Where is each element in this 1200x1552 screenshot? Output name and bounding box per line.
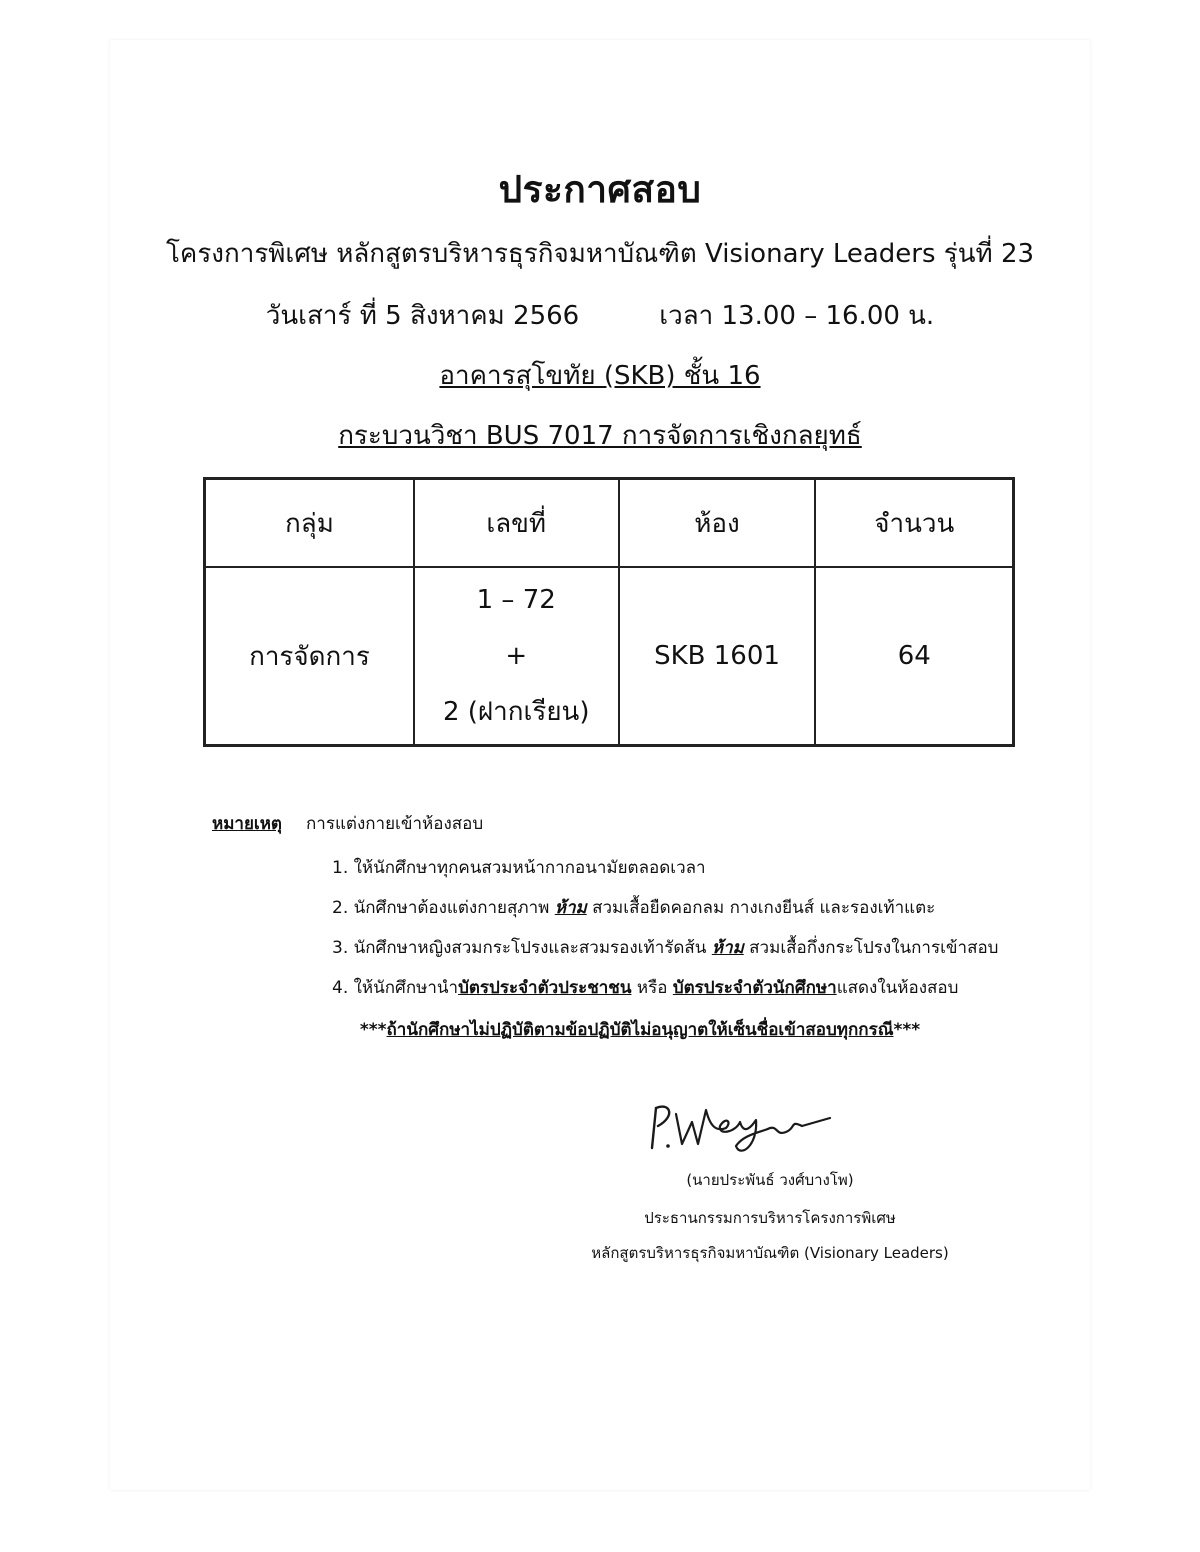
numbers-extra: 2 (ฝากเรียน)	[442, 697, 590, 727]
warning-suffix: ***	[893, 1020, 921, 1040]
notes-heading-line	[212, 810, 483, 837]
rule-3-forbid: ห้าม	[711, 938, 744, 958]
exam-date-line	[0, 295, 1200, 336]
page-title: ประกาศสอบ	[498, 168, 702, 211]
cell-numbers	[414, 567, 619, 746]
rule-4-id-card: บัตรประจำตัวประชาชน	[458, 978, 632, 998]
rules-list	[332, 848, 998, 1008]
warning-prefix: ***	[359, 1020, 387, 1040]
numbers-plus: +	[505, 641, 528, 671]
notes-heading: หมายเหตุ	[212, 814, 282, 834]
rule-item-4	[332, 968, 998, 1008]
rule-2-rest: สวมเสื้อยืดคอกลม กางเกงยีนส์ และรองเท้าแตะ	[586, 898, 936, 918]
exam-time: เวลา 13.00 – 16.00 น.	[659, 301, 935, 331]
rule-item-1: 1. ให้นักศึกษาทุกคนสวมหน้ากากอนามัยตลอดเวลา	[332, 858, 706, 878]
rule-4-student-card: บัตรประจำตัวนักศึกษา	[672, 978, 837, 998]
notes-intro: การแต่งกายเข้าห้องสอบ	[305, 814, 484, 834]
rule-4-rest: แสดงในห้องสอบ	[836, 978, 959, 998]
warning-text: ถ้านักศึกษาไม่ปฏิบัติตามข้อปฏิบัติไม่อนุญาตให้เซ็นชื่อเข้าสอบทุกกรณี	[386, 1020, 894, 1040]
program-subtitle: โครงการพิเศษ หลักสูตรบริหารธุรกิจมหาบัณฑิต Visionary Leaders รุ่นที่ 23	[165, 239, 1035, 269]
cell-count: 64	[815, 567, 1013, 746]
rule-3-text: 3. นักศึกษาหญิงสวมกระโปรงและสวมรองเท้ารัดส้น	[332, 938, 712, 958]
rule-4-or: หรือ	[631, 978, 673, 998]
building-info	[0, 355, 1200, 396]
course-info	[0, 415, 1200, 456]
signature-image	[640, 1096, 840, 1166]
rule-2-text: 2. นักศึกษาต้องแต่งกายสุภาพ	[332, 898, 555, 918]
exam-schedule-table	[203, 477, 1015, 747]
building-text: อาคารสุโขทัย (SKB) ชั้น 16	[439, 361, 761, 391]
signer-position: ประธานกรรมการบริหารโครงการพิเศษ	[644, 1209, 896, 1227]
signer-program: หลักสูตรบริหารธุรกิจมหาบัณฑิต (Visionary Leaders)	[591, 1244, 949, 1262]
course-text: กระบวนวิชา BUS 7017 การจัดการเชิงกลยุทธ์	[338, 421, 862, 451]
signer-name: (นายประพันธ์ วงศ์บางโพ)	[686, 1171, 854, 1189]
table-row	[205, 567, 1014, 746]
rule-2-forbid: ห้าม	[554, 898, 587, 918]
exam-date: วันเสาร์ ที่ 5 สิงหาคม 2566	[265, 301, 580, 331]
cell-room: SKB 1601	[619, 567, 816, 746]
table-header-row	[205, 479, 1014, 568]
rule-3-rest: สวมเสื้อกึ่งกระโปรงในการเข้าสอบ	[743, 938, 999, 958]
header-count: จำนวน	[815, 479, 1013, 568]
numbers-range: 1 – 72	[476, 585, 556, 615]
header-room: ห้อง	[619, 479, 816, 568]
rule-item-2	[332, 888, 998, 928]
header-group: กลุ่ม	[205, 479, 414, 568]
header-number: เลขที่	[414, 479, 619, 568]
warning-line	[40, 1016, 1200, 1043]
cell-group: การจัดการ	[205, 567, 414, 746]
rule-4-text: 4. ให้นักศึกษานำ	[332, 978, 459, 998]
rule-item-3	[332, 928, 998, 968]
